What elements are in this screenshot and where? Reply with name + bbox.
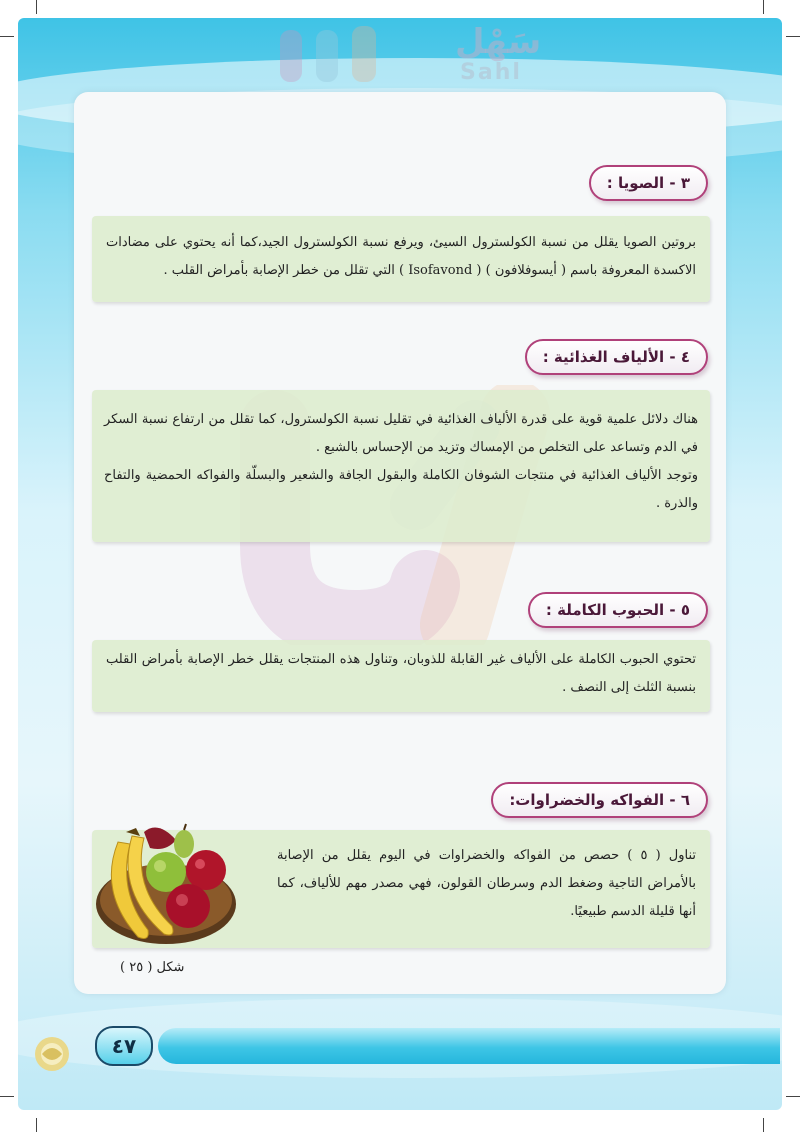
section-heading-fruits-vegetables: ٦ - الفواكه والخضراوات: [491,782,708,818]
fruit-bowl-image [88,822,238,947]
crop-mark [0,1096,14,1097]
paragraph: وتوجد الألياف الغذائية في منتجات الشوفان الكاملة والبقول الجافة والشعير والبسلّة والفواكه الحمضية والتفاح والذرة . [104,468,698,511]
figure-caption: شكل ( ٢٥ ) [120,960,185,975]
logo-arabic-text: سَهْل [455,22,542,62]
crop-mark [786,36,800,37]
page-number-bar [158,1028,780,1064]
paragraph: تناول ( ٥ ) حصص من الفواكه والخضراوات في اليوم يقلل من الإصابة بالأمراض التاجية وضغط الدم وسرطان القولون، فهي مصدر مهم للألياف، كما أنها قليلة الدسم طبيعيًا. [277,848,696,919]
crop-mark [786,1096,800,1097]
section-heading-whole-grains: ٥ - الحبوب الكاملة : [528,592,708,628]
paragraph: تحتوي الحبوب الكاملة على الألياف غير القابلة للذوبان، وتناول هذه المنتجات يقلل خطر الإصابة بأمراض القلب بنسبة الثلث إلى النصف . [106,652,696,695]
logo-latin-text: Sahl [460,60,522,85]
section-body-whole-grains [92,640,710,712]
crop-mark [0,36,14,37]
paragraph: هناك دلائل علمية قوية على قدرة الألياف الغذائية في تقليل نسبة الكولسترول، كما تقلل من ارتفاع نسبة السكر في الدم وتساعد على التخلص من الإمساك وتزيد من الإحساس بالشبع . [104,412,698,455]
crop-mark [36,0,37,14]
book-emblem-icon [32,1034,72,1074]
page-number: ٤٧ [95,1026,153,1066]
crop-mark [763,1118,764,1132]
paragraph: بروتين الصويا يقلل من نسبة الكولسترول السيئ، ويرفع نسبة الكولسترول الجيد،كما أنه يحتوي على مضادات الاكسدة المعروفة باسم ( أيسوفلافون ) ( Isofavond ) التي تقلل من خطر الإصابة بأمراض القلب . [106,235,696,278]
section-heading-soy: ٣ - الصويا : [589,165,708,201]
crop-mark [763,0,764,14]
section-body-soy [92,216,710,302]
section-heading-fiber: ٤ - الألياف الغذائية : [525,339,708,375]
section-body-fiber [92,390,710,542]
crop-mark [36,1118,37,1132]
